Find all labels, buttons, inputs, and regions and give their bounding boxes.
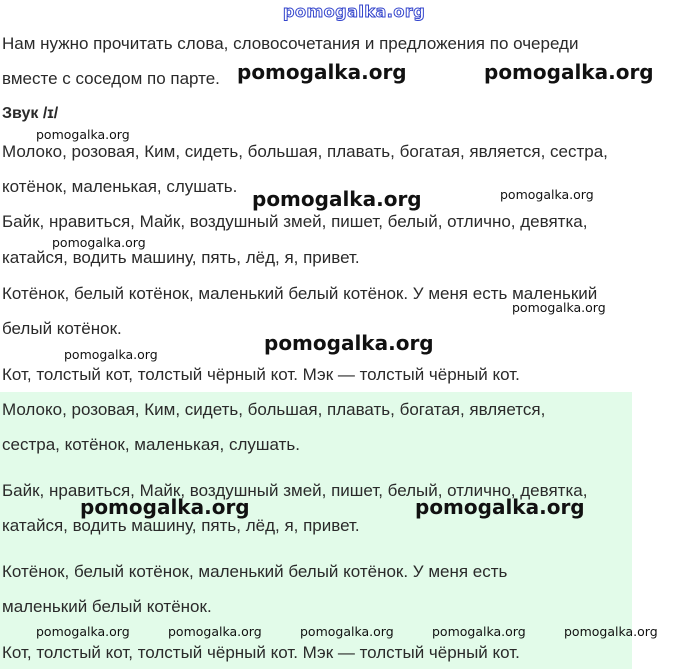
text-line: катайся, водить машину, пять, лёд, я, привет.: [2, 248, 360, 267]
text-line: Молоко, розовая, Ким, сидеть, большая, плавать, богатая, является, сестра,: [2, 142, 608, 161]
intro-line-2: вместе с соседом по парте.: [2, 69, 220, 88]
watermark: pomogalka.org: [36, 127, 130, 142]
text-line: белый котёнок.: [2, 319, 122, 338]
watermark: pomogalka.org: [512, 300, 606, 315]
text-line: Байк, нравиться, Майк, воздушный змей, пишет, белый, отлично, девятка,: [2, 481, 588, 500]
watermark: pomogalka.org: [564, 624, 658, 639]
text-line: сестра, котёнок, маленькая, слушать.: [2, 435, 300, 454]
text-line: катайся, водить машину, пять, лёд, я, привет.: [2, 516, 360, 535]
watermark: pomogalka.org: [36, 624, 130, 639]
intro-line-1: Нам нужно прочитать слова, словосочетания и предложения по очереди: [2, 34, 579, 53]
watermark: pomogalka.org: [252, 187, 422, 211]
watermark: pomogalka.org: [64, 347, 158, 362]
watermark: pomogalka.org: [500, 187, 594, 202]
section-heading: Звук /ɪ/: [2, 105, 59, 122]
watermark: pomogalka.org: [80, 495, 250, 519]
watermark: pomogalka.org: [52, 235, 146, 250]
watermark: pomogalka.org: [300, 624, 394, 639]
watermark: pomogalka.org: [432, 624, 526, 639]
watermark: pomogalka.org: [264, 331, 434, 355]
text-line: Молоко, розовая, Ким, сидеть, большая, плавать, богатая, является,: [2, 400, 546, 419]
watermark: pomogalka.org: [484, 60, 654, 84]
watermark: pomogalka.org: [237, 60, 407, 84]
text-line: Байк, нравиться, Майк, воздушный змей, пишет, белый, отлично, девятка,: [2, 212, 588, 231]
watermark: pomogalka.org: [415, 495, 585, 519]
watermark-top: pomogalka.org: [283, 2, 426, 21]
watermark: pomogalka.org: [168, 624, 262, 639]
text-line: Кот, толстый кот, толстый чёрный кот. Мэк — толстый чёрный кот.: [2, 365, 520, 384]
text-line: Котёнок, белый котёнок, маленький белый котёнок. У меня есть: [2, 562, 508, 581]
text-line: маленький белый котёнок.: [2, 597, 212, 616]
text-line: Кот, толстый кот, толстый чёрный кот. Мэк — толстый чёрный кот.: [2, 643, 520, 662]
text-line: котёнок, маленькая, слушать.: [2, 177, 238, 196]
text-line: Котёнок, белый котёнок, маленький белый котёнок. У меня есть маленький: [2, 284, 598, 303]
